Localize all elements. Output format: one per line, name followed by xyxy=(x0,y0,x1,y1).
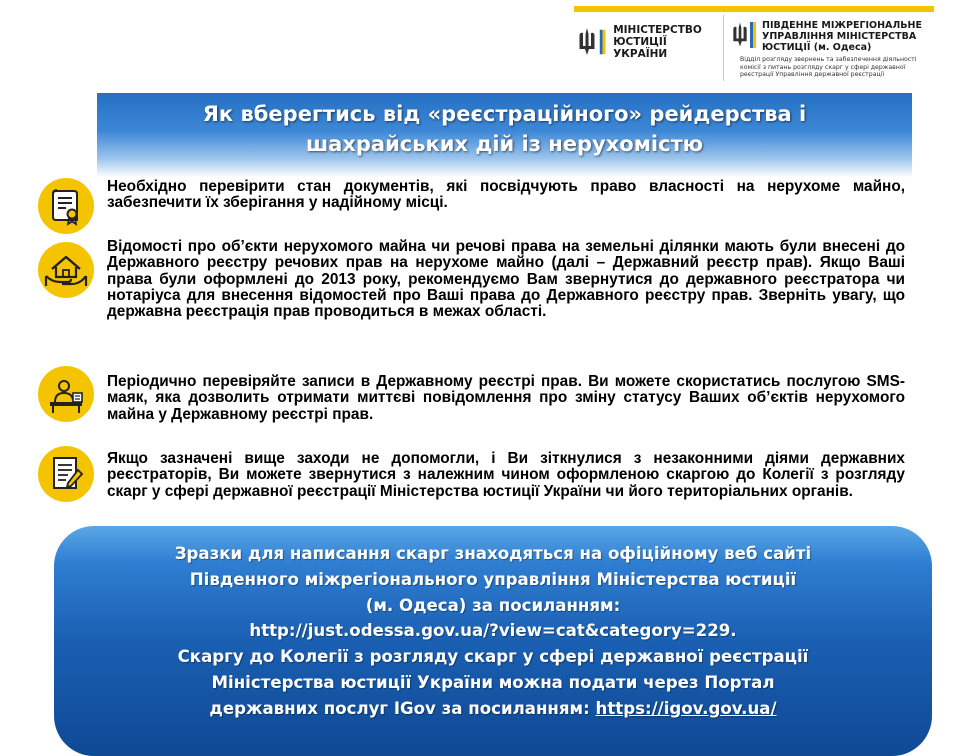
house-hands-icon xyxy=(38,242,94,298)
regional-office-logo xyxy=(732,20,942,94)
list-item-text: Відомості про об’єкти нерухомого майна чи речові права на земельні ділянки мають були внесені до Державного реєстру речових прав на нерухоме майно (далі – Державний реєстр прав). Якщо Ваші права були оформлені до 2013 року, рекомендуємо Вам звернутися до державного реєстратора чи нотаріуса для внесення відомостей про Ваші права до Державного реєстру прав. Зверніть увагу, що державна реєстрація прав проводиться в межах області. xyxy=(107,238,905,321)
info-box-text: Зразки для написання скарг знаходяться на офіційному веб сайті Південного міжрегіонального управління Міністерства юстиції (м. Одеса) за посиланням: http://just.odessa.gov.ua/?view=cat&category=229. Скаргу до Колегії з розгляду скарг у сфері державної реєстрації Міністерства юстиції України можна подати через Портал державних послуг IGov за посиланням: https://igov.gov.ua/ xyxy=(54,541,932,722)
complaint-form-icon xyxy=(38,446,94,502)
logo-divider xyxy=(723,15,724,81)
list-item-text: Необхідно перевірити стан документів, які посвідчують право власності на нерухоме майно, забезпечити їх зберігання у надійному місці. xyxy=(107,178,905,212)
page-title: Як вберегтись від «реєстраційного» рейдерства і шахрайських дій із нерухомістю xyxy=(202,102,807,156)
flag-stripe-icon xyxy=(596,27,609,57)
igov-link[interactable]: https://igov.gov.ua/ xyxy=(595,698,777,718)
trident-icon xyxy=(578,27,596,57)
trident-icon xyxy=(732,20,748,50)
complaint-samples-url: http://just.odessa.gov.ua/?view=cat&category=229. xyxy=(249,621,737,641)
ministry-logo xyxy=(578,20,718,64)
regional-office-subtitle: Відділ розгляду звернень та забезпечення діяльності комісії з питань розгляду скарг у сфері державної реєстрації Управління державної реєстрації xyxy=(740,56,917,78)
person-at-desk-icon xyxy=(38,366,94,422)
title-banner xyxy=(97,93,912,177)
list-item-text: Періодично перевіряйте записи в Державному реєстрі прав. Ви можете скористатись послугою SMS-маяк, яка дозволить отримати миттєві повідомлення про зміну статусу Ваших об’єктів нерухомого майна у Державному реєстрі прав. xyxy=(107,373,905,423)
list-item-text: Якщо зазначені вище заходи не допомогли, і Ви зіткнулися з незаконними діями державних реєстраторів, Ви можете звернутися з належним чином оформленою скаргою до Колегії з розгляду скарг у сфері державної реєстрації Міністерства юстиції України чи його територіальних органів. xyxy=(107,450,905,500)
document-icon xyxy=(38,178,94,234)
regional-office-name: ПІВДЕННЕ МІЖРЕГІОНАЛЬНЕ УПРАВЛІННЯ МІНІСТЕРСТВА ЮСТИЦІЇ (м. Одеса) xyxy=(762,20,922,53)
ministry-name: МІНІСТЕРСТВО ЮСТИЦІЇ УКРАЇНИ xyxy=(613,24,702,60)
flag-stripe-icon xyxy=(748,20,758,50)
header-accent-line xyxy=(574,6,934,12)
